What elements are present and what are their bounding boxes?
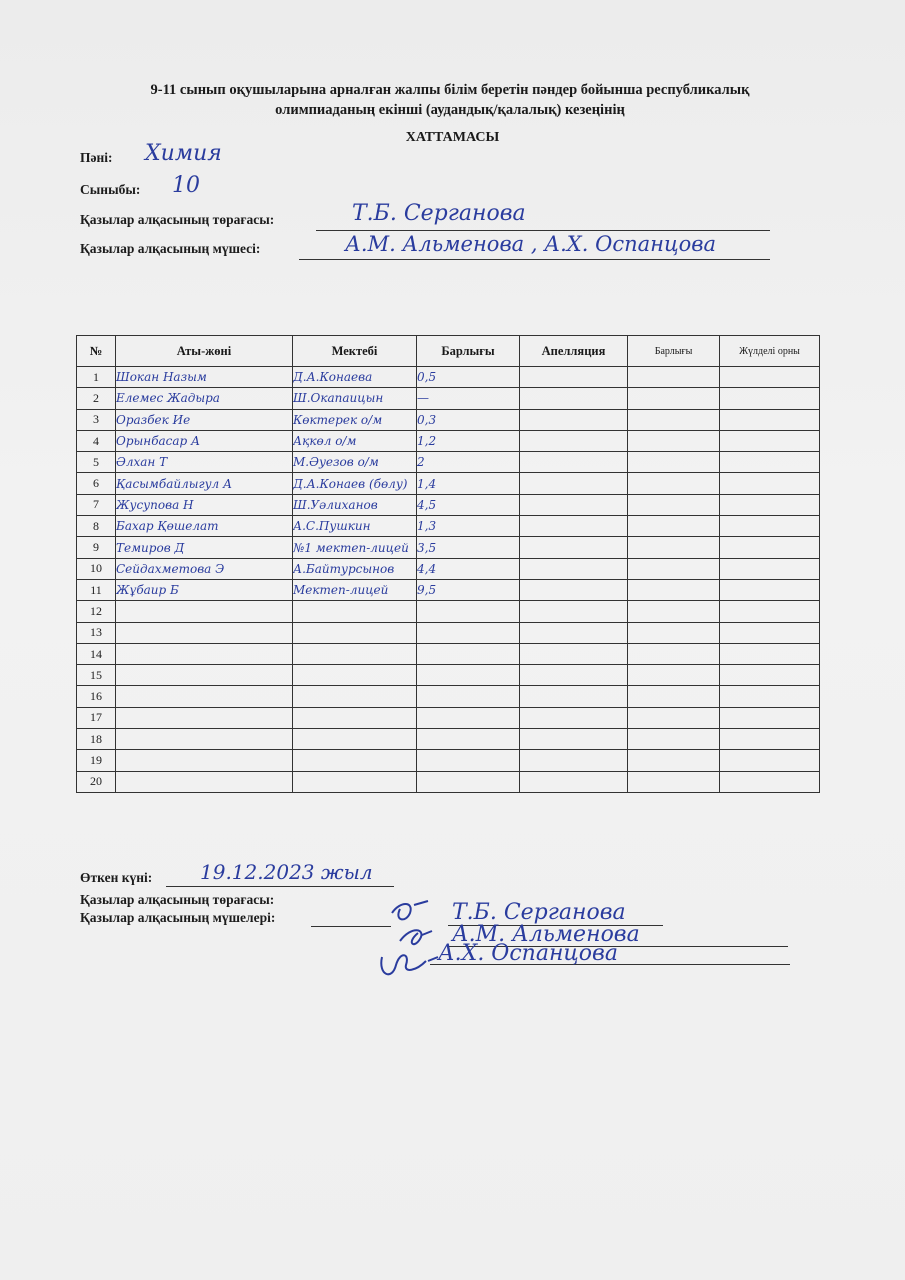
row-school: Д.А.Конаева: [293, 367, 417, 388]
row-total-after-appeal: [628, 516, 720, 537]
header-total-after-appeal: Барлығы: [628, 336, 720, 367]
table-row: [77, 537, 820, 558]
row-number: 20: [77, 771, 116, 792]
row-prize-place: [720, 494, 820, 515]
row-school: [293, 622, 417, 643]
row-appeal: [520, 494, 628, 515]
signature-member-2: А.Х. Оспанцова: [438, 941, 618, 966]
row-school: [293, 643, 417, 664]
row-name: [116, 729, 293, 750]
row-prize-place: [720, 771, 820, 792]
row-prize-place: [720, 622, 820, 643]
row-appeal: [520, 409, 628, 430]
row-total: [417, 729, 520, 750]
header-line-1: 9-11 сынып оқушыларына арналған жалпы білім беретін пәндер бойынша республикалық: [150, 82, 750, 98]
table-row: [77, 409, 820, 430]
row-total: —: [417, 388, 520, 409]
chair-underline: [316, 230, 770, 231]
row-number: 4: [77, 430, 116, 451]
row-name: Жусупова Н: [116, 494, 293, 515]
row-total-after-appeal: [628, 558, 720, 579]
handwritten-signatures-scribble: [370, 895, 450, 985]
row-appeal: [520, 601, 628, 622]
row-appeal: [520, 622, 628, 643]
row-number: 13: [77, 622, 116, 643]
row-total: [417, 771, 520, 792]
row-total: 4,4: [417, 558, 520, 579]
header-prize-place: Жүлделі орны: [720, 336, 820, 367]
row-number: 5: [77, 452, 116, 473]
row-prize-place: [720, 665, 820, 686]
row-name: Бахар Қөшелат: [116, 516, 293, 537]
row-name: Темиров Д: [116, 537, 293, 558]
row-prize-place: [720, 558, 820, 579]
row-appeal: [520, 643, 628, 664]
row-total-after-appeal: [628, 601, 720, 622]
row-appeal: [520, 665, 628, 686]
row-appeal: [520, 558, 628, 579]
row-number: 1: [77, 367, 116, 388]
subject-value: Химия: [145, 141, 222, 166]
row-total-after-appeal: [628, 665, 720, 686]
row-number: 16: [77, 686, 116, 707]
row-appeal: [520, 537, 628, 558]
row-number: 14: [77, 643, 116, 664]
row-number: 10: [77, 558, 116, 579]
row-prize-place: [720, 686, 820, 707]
row-prize-place: [720, 367, 820, 388]
row-number: 6: [77, 473, 116, 494]
footer-chair-label: Қазылар алқасының төрағасы:: [80, 892, 275, 907]
row-name: Елемес Жадыра: [116, 388, 293, 409]
row-school: Д.А.Конаев (бөлу): [293, 473, 417, 494]
table-row: [77, 643, 820, 664]
signature-chair: Т.Б. Серганова: [452, 900, 626, 925]
row-total: [417, 707, 520, 728]
row-school: А.Байтурсынов: [293, 558, 417, 579]
footer-members-label: Қазылар алқасының мүшелері:: [80, 910, 276, 925]
row-number: 18: [77, 729, 116, 750]
header-name: Аты-жөні: [116, 336, 293, 367]
table-header-row: [77, 336, 820, 367]
row-school: Мектеп-лицей: [293, 579, 417, 600]
row-total-after-appeal: [628, 729, 720, 750]
row-prize-place: [720, 643, 820, 664]
row-school: М.Әуезов о/м: [293, 452, 417, 473]
table-row: [77, 558, 820, 579]
table-row: [77, 707, 820, 728]
row-number: 11: [77, 579, 116, 600]
row-number: 8: [77, 516, 116, 537]
document-header: [60, 80, 840, 120]
row-appeal: [520, 388, 628, 409]
row-total: 1,4: [417, 473, 520, 494]
row-total-after-appeal: [628, 750, 720, 771]
row-school: Ш.Уәлиханов: [293, 494, 417, 515]
header-appeal: Апелляция: [520, 336, 628, 367]
row-prize-place: [720, 729, 820, 750]
table-row: [77, 665, 820, 686]
document-title: ХАТТАМАСЫ: [405, 130, 500, 145]
row-prize-place: [720, 516, 820, 537]
row-prize-place: [720, 707, 820, 728]
table-row: [77, 452, 820, 473]
member-value: А.М. Альменова , А.Х. Оспанцова: [345, 232, 716, 256]
header-school: Мектебі: [293, 336, 417, 367]
row-school: [293, 771, 417, 792]
row-total: 1,2: [417, 430, 520, 451]
row-total-after-appeal: [628, 409, 720, 430]
row-school: [293, 665, 417, 686]
results-table: [76, 335, 820, 793]
row-name: [116, 601, 293, 622]
table-row: [77, 388, 820, 409]
table-row: [77, 601, 820, 622]
row-school: [293, 750, 417, 771]
row-total: [417, 686, 520, 707]
table-row: [77, 494, 820, 515]
table-row: [77, 516, 820, 537]
row-name: [116, 686, 293, 707]
table-row: [77, 771, 820, 792]
row-school: Көктерек о/м: [293, 409, 417, 430]
row-total: 0,5: [417, 367, 520, 388]
row-school: [293, 601, 417, 622]
row-number: 19: [77, 750, 116, 771]
row-number: 9: [77, 537, 116, 558]
row-total: [417, 750, 520, 771]
grade-label: Сыныбы:: [80, 182, 141, 197]
row-prize-place: [720, 579, 820, 600]
table-row: [77, 367, 820, 388]
row-number: 7: [77, 494, 116, 515]
row-appeal: [520, 367, 628, 388]
header-line-2: олимпиаданың екінші (аудандық/қалалық) кезеңінің: [275, 102, 625, 118]
row-appeal: [520, 473, 628, 494]
row-total-after-appeal: [628, 430, 720, 451]
signature-member-1: А.М. Альменова: [452, 922, 640, 947]
row-school: №1 мектеп-лицей: [293, 537, 417, 558]
row-prize-place: [720, 452, 820, 473]
row-prize-place: [720, 601, 820, 622]
row-appeal: [520, 516, 628, 537]
date-underline: [166, 886, 394, 887]
row-appeal: [520, 430, 628, 451]
row-prize-place: [720, 409, 820, 430]
table-row: [77, 729, 820, 750]
row-appeal: [520, 452, 628, 473]
row-total: 2: [417, 452, 520, 473]
table-row: [77, 473, 820, 494]
row-total-after-appeal: [628, 473, 720, 494]
row-total: [417, 665, 520, 686]
row-total: [417, 601, 520, 622]
row-total: [417, 622, 520, 643]
member-underline: [299, 259, 770, 260]
row-name: Қасымбайлыгул А: [116, 473, 293, 494]
row-total: 3,5: [417, 537, 520, 558]
row-school: [293, 686, 417, 707]
row-appeal: [520, 579, 628, 600]
date-label: Өткен күні:: [80, 870, 153, 885]
row-total-after-appeal: [628, 707, 720, 728]
row-total-after-appeal: [628, 367, 720, 388]
row-total-after-appeal: [628, 494, 720, 515]
row-total: 9,5: [417, 579, 520, 600]
row-school: Ш.Окапаицын: [293, 388, 417, 409]
chair-label: Қазылар алқасының төрағасы:: [80, 212, 275, 227]
row-name: Сейдахметова Э: [116, 558, 293, 579]
row-total-after-appeal: [628, 388, 720, 409]
row-school: Ақкөл о/м: [293, 430, 417, 451]
row-number: 12: [77, 601, 116, 622]
header-number: №: [77, 336, 116, 367]
row-total-after-appeal: [628, 452, 720, 473]
row-appeal: [520, 771, 628, 792]
row-school: [293, 707, 417, 728]
member-label: Қазылар алқасының мүшесі:: [80, 241, 261, 256]
row-appeal: [520, 750, 628, 771]
row-total-after-appeal: [628, 579, 720, 600]
row-number: 2: [77, 388, 116, 409]
chair-value: Т.Б. Серганова: [352, 201, 526, 226]
row-prize-place: [720, 750, 820, 771]
row-name: Әлхан Т: [116, 452, 293, 473]
date-value: 19.12.2023 жыл: [200, 860, 373, 884]
header-total: Барлығы: [417, 336, 520, 367]
row-prize-place: [720, 473, 820, 494]
row-total-after-appeal: [628, 686, 720, 707]
row-name: [116, 643, 293, 664]
row-school: А.С.Пушкин: [293, 516, 417, 537]
row-appeal: [520, 686, 628, 707]
row-prize-place: [720, 537, 820, 558]
row-name: Оразбек Ие: [116, 409, 293, 430]
row-name: [116, 665, 293, 686]
row-name: [116, 771, 293, 792]
subject-label: Пәні:: [80, 150, 113, 165]
row-total-after-appeal: [628, 622, 720, 643]
table-row: [77, 686, 820, 707]
row-school: [293, 729, 417, 750]
row-total: [417, 643, 520, 664]
row-total-after-appeal: [628, 643, 720, 664]
row-number: 17: [77, 707, 116, 728]
row-appeal: [520, 707, 628, 728]
row-name: Шокан Назым: [116, 367, 293, 388]
row-number: 3: [77, 409, 116, 430]
row-name: [116, 750, 293, 771]
table-row: [77, 622, 820, 643]
row-total: 1,3: [417, 516, 520, 537]
row-prize-place: [720, 430, 820, 451]
row-name: [116, 622, 293, 643]
grade-value: 10: [172, 173, 200, 198]
table-row: [77, 430, 820, 451]
row-name: [116, 707, 293, 728]
row-total-after-appeal: [628, 771, 720, 792]
row-total: 4,5: [417, 494, 520, 515]
table-row: [77, 750, 820, 771]
row-prize-place: [720, 388, 820, 409]
row-total-after-appeal: [628, 537, 720, 558]
row-number: 15: [77, 665, 116, 686]
row-name: Орынбасар А: [116, 430, 293, 451]
row-name: Жұбаир Б: [116, 579, 293, 600]
row-appeal: [520, 729, 628, 750]
table-row: [77, 579, 820, 600]
row-total: 0,3: [417, 409, 520, 430]
